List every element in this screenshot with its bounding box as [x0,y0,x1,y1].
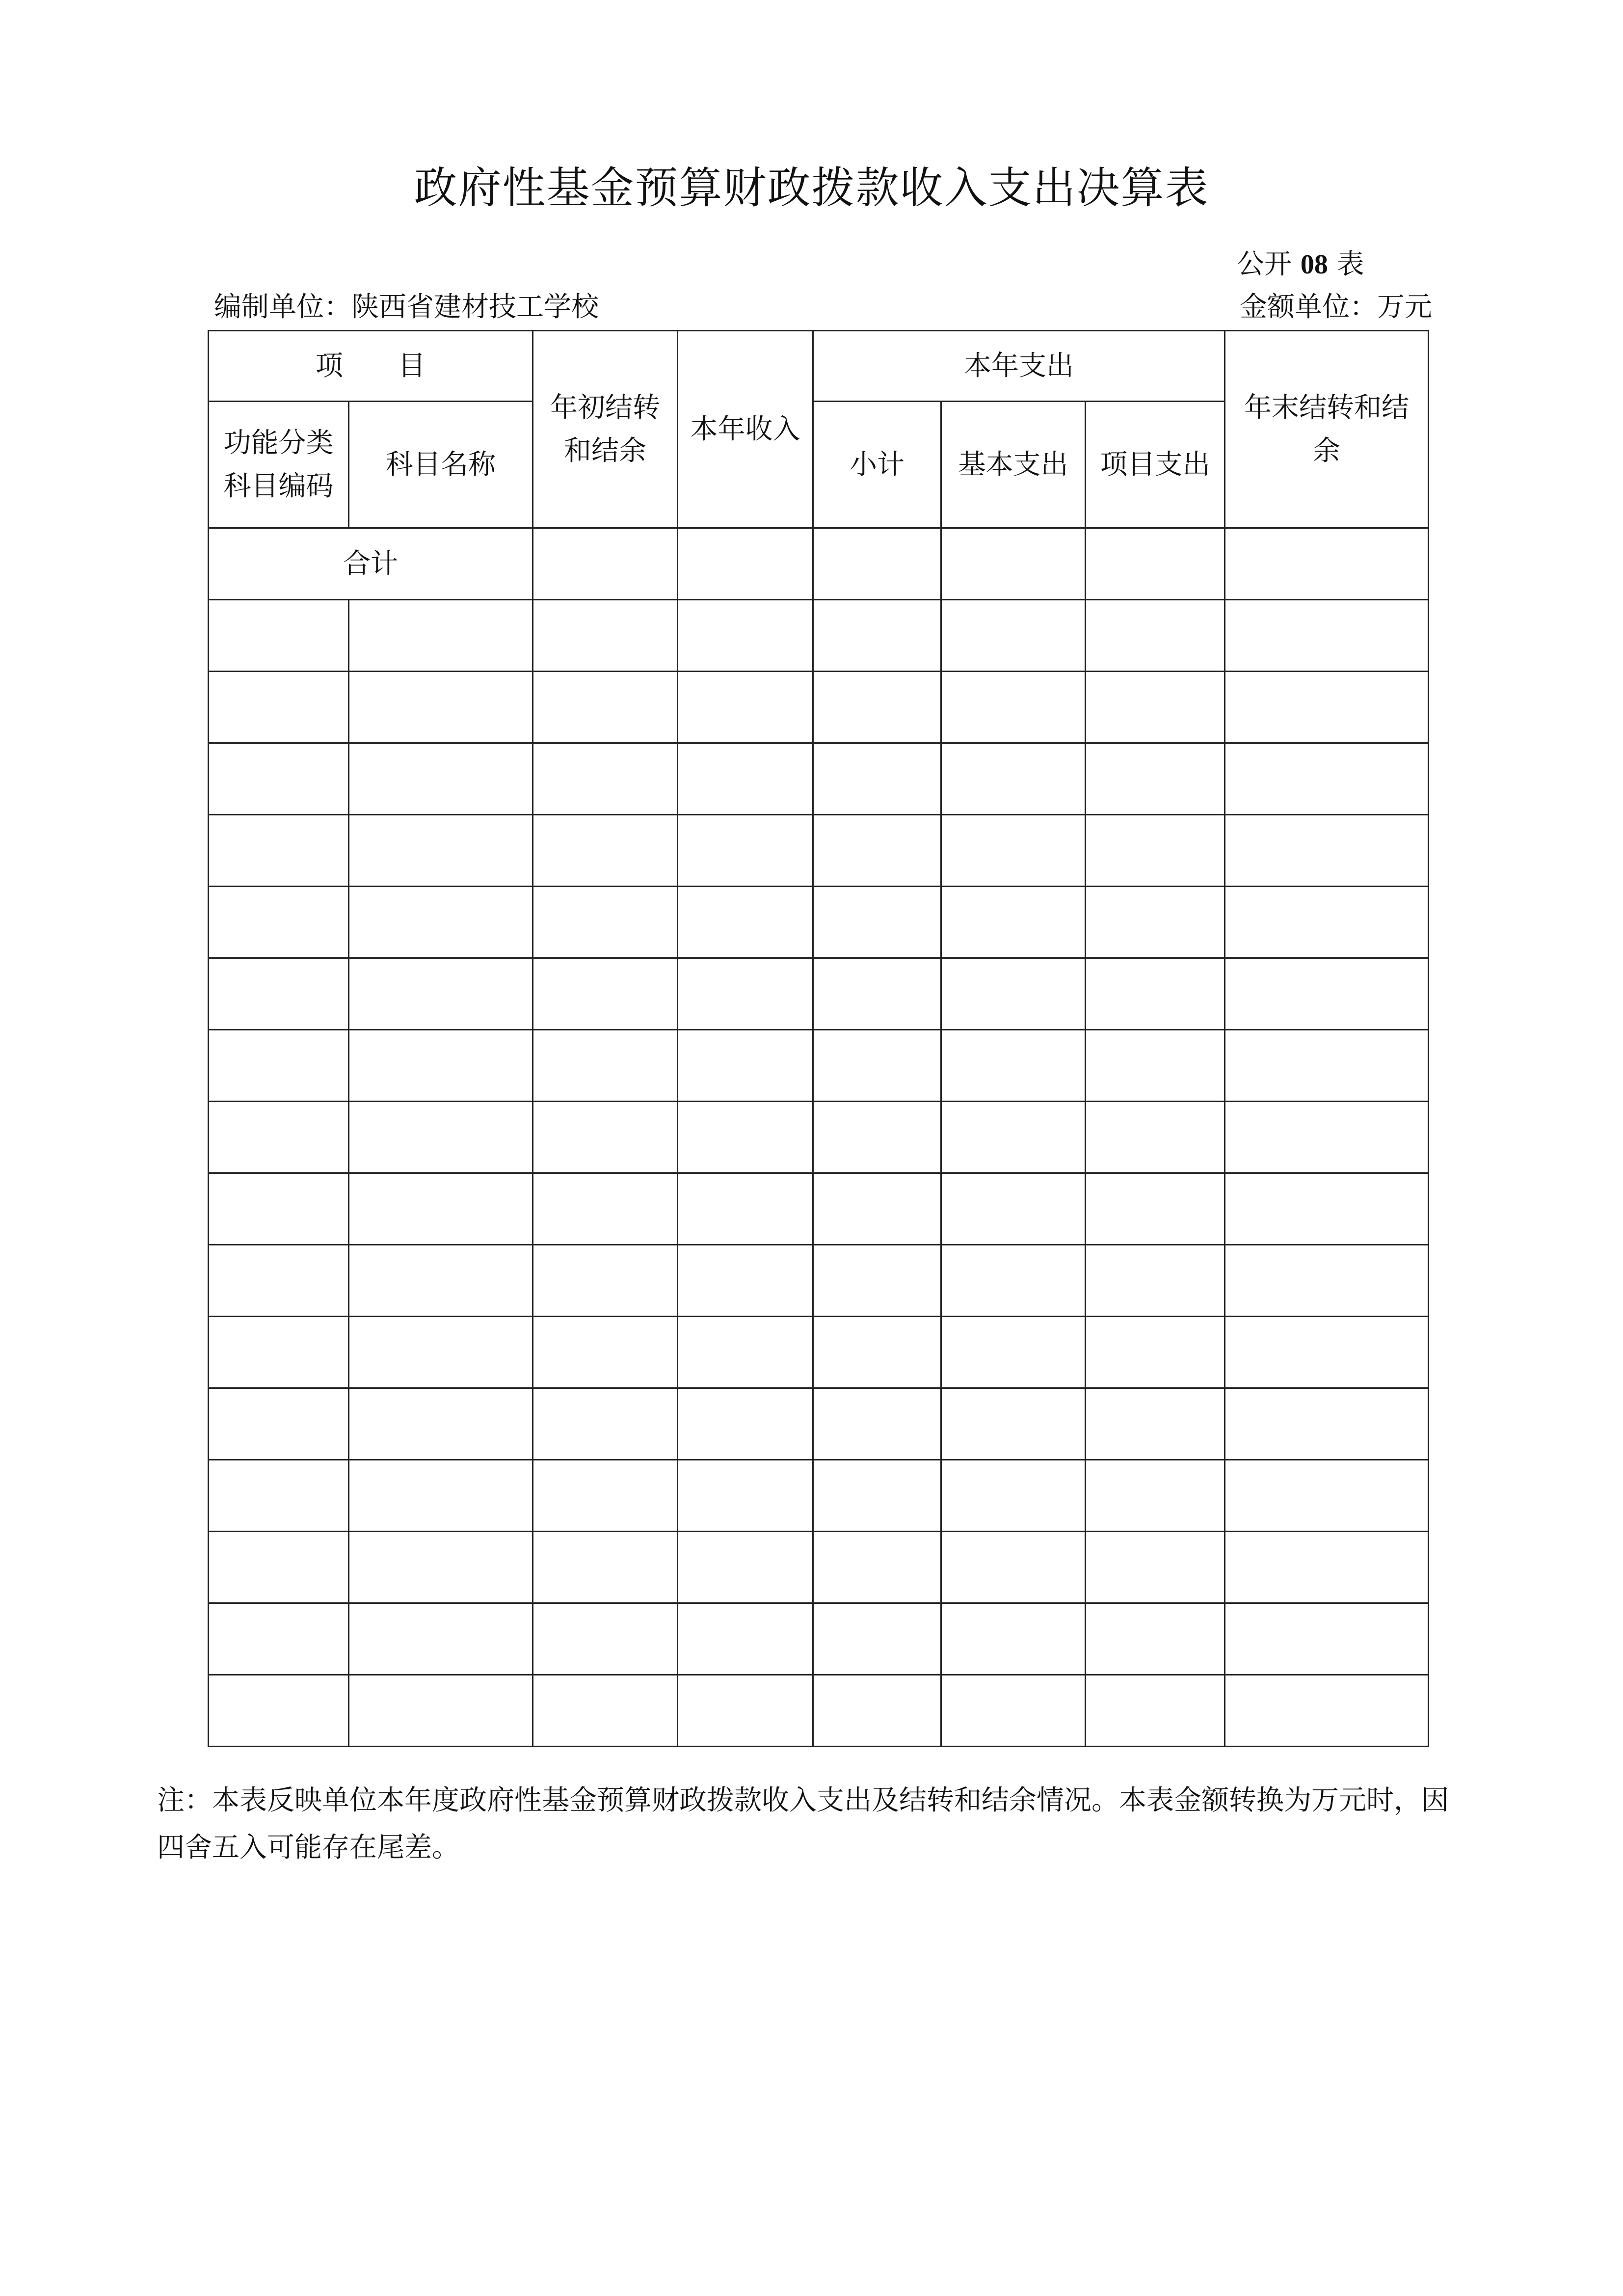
cell-closing-balance [1225,1030,1429,1102]
cell-revenue [678,1460,813,1532]
cell-subject-name [349,1460,533,1532]
header-closing-balance-text: 年末结转和结余 [1244,391,1410,467]
cell-function-code [209,887,349,958]
cell-project-expenditure [1086,958,1225,1030]
cell-subtotal [813,887,941,958]
cell-basic-expenditure [941,600,1086,672]
header-opening-balance [533,331,678,528]
cell-basic-expenditure [941,1603,1086,1675]
cell-function-code [209,1603,349,1675]
cell-subject-name [349,958,533,1030]
cell-basic-expenditure [941,743,1086,815]
cell-function-code [209,743,349,815]
form-suffix: 表 [1336,248,1364,280]
table-row [209,1532,1429,1603]
cell-subtotal [813,672,941,743]
cell-project-expenditure [1086,1173,1225,1245]
header-project-expenditure: 项目支出 [1086,402,1225,528]
cell-closing-balance [1225,600,1429,672]
cell-revenue [678,1102,813,1173]
cell-basic-expenditure [941,1532,1086,1603]
total-closing-balance [1225,528,1429,600]
cell-subtotal [813,1532,941,1603]
cell-opening-balance [533,958,678,1030]
cell-closing-balance [1225,1102,1429,1173]
compiling-unit: 编制单位：陕西省建材技工学校 [214,291,599,323]
cell-project-expenditure [1086,1102,1225,1173]
table-row [209,958,1429,1030]
cell-opening-balance [533,1030,678,1102]
cell-subject-name [349,743,533,815]
table-body [209,331,1429,1747]
table-row [209,1245,1429,1317]
total-row [209,528,1429,600]
cell-subtotal [813,1317,941,1388]
cell-project-expenditure [1086,672,1225,743]
header-expenditure: 本年支出 [813,331,1225,402]
cell-project-expenditure [1086,1245,1225,1317]
cell-project-expenditure [1086,1388,1225,1460]
cell-project-expenditure [1086,1675,1225,1747]
cell-revenue [678,887,813,958]
header-opening-balance-text: 年初结转和结余 [550,391,660,467]
cell-revenue [678,1388,813,1460]
cell-opening-balance [533,1603,678,1675]
table-row [209,1603,1429,1675]
cell-opening-balance [533,743,678,815]
cell-function-code [209,672,349,743]
form-number-label [1237,248,1364,281]
cell-function-code [209,1532,349,1603]
cell-function-code [209,1245,349,1317]
cell-subject-name [349,1388,533,1460]
cell-basic-expenditure [941,1675,1086,1747]
table-row [209,815,1429,887]
table-row [209,1173,1429,1245]
cell-revenue [678,958,813,1030]
total-basic-expenditure [941,528,1086,600]
total-project-expenditure [1086,528,1225,600]
cell-revenue [678,672,813,743]
total-label: 合计 [209,528,533,600]
cell-project-expenditure [1086,1460,1225,1532]
cell-basic-expenditure [941,1460,1086,1532]
cell-subtotal [813,600,941,672]
cell-function-code [209,1675,349,1747]
table-row [209,1102,1429,1173]
cell-opening-balance [533,1532,678,1603]
table-row [209,600,1429,672]
cell-opening-balance [533,1173,678,1245]
cell-function-code [209,1317,349,1388]
form-number: 08 [1300,249,1328,280]
cell-subtotal [813,743,941,815]
cell-revenue [678,815,813,887]
cell-closing-balance [1225,1460,1429,1532]
table-row [209,1030,1429,1102]
budget-table [208,330,1429,1747]
cell-subject-name [349,1102,533,1173]
table-row [209,1317,1429,1388]
cell-function-code [209,1460,349,1532]
footnote: 注：本表反映单位本年度政府性基金预算财政拨款收入支出及结转和结余情况。本表金额转换为万元时，因四舍五入可能存在尾差。 [157,1784,1449,1864]
cell-revenue [678,1173,813,1245]
cell-subtotal [813,1675,941,1747]
cell-opening-balance [533,887,678,958]
cell-subtotal [813,1173,941,1245]
table-row [209,887,1429,958]
cell-closing-balance [1225,1388,1429,1460]
cell-project-expenditure [1086,1030,1225,1102]
cell-basic-expenditure [941,1388,1086,1460]
header-subject-name: 科目名称 [349,402,533,528]
cell-basic-expenditure [941,958,1086,1030]
cell-revenue [678,743,813,815]
cell-basic-expenditure [941,815,1086,887]
cell-subject-name [349,1173,533,1245]
report-title: 政府性基金预算财政拨款收入支出决算表 [414,162,1209,213]
cell-subject-name [349,1030,533,1102]
cell-subject-name [349,887,533,958]
header-function-code-text: 功能分类科目编码 [223,427,334,502]
cell-basic-expenditure [941,1102,1086,1173]
cell-project-expenditure [1086,743,1225,815]
table-row [209,1675,1429,1747]
cell-function-code [209,600,349,672]
header-closing-balance [1225,331,1429,528]
cell-subject-name [349,1532,533,1603]
cell-project-expenditure [1086,815,1225,887]
total-revenue [678,528,813,600]
cell-revenue [678,1603,813,1675]
cell-opening-balance [533,672,678,743]
total-opening-balance [533,528,678,600]
cell-project-expenditure [1086,1532,1225,1603]
cell-function-code [209,1388,349,1460]
table-row [209,1460,1429,1532]
cell-revenue [678,1030,813,1102]
cell-revenue [678,1532,813,1603]
cell-subject-name [349,672,533,743]
cell-closing-balance [1225,887,1429,958]
cell-basic-expenditure [941,1173,1086,1245]
header-row-1 [209,331,1429,402]
cell-subtotal [813,1603,941,1675]
cell-function-code [209,958,349,1030]
cell-revenue [678,1317,813,1388]
cell-closing-balance [1225,1675,1429,1747]
table-row [209,672,1429,743]
cell-subject-name [349,1317,533,1388]
cell-closing-balance [1225,958,1429,1030]
cell-basic-expenditure [941,1030,1086,1102]
cell-project-expenditure [1086,600,1225,672]
cell-closing-balance [1225,743,1429,815]
cell-opening-balance [533,1388,678,1460]
cell-closing-balance [1225,1603,1429,1675]
cell-subtotal [813,1388,941,1460]
cell-subject-name [349,600,533,672]
cell-opening-balance [533,1245,678,1317]
cell-opening-balance [533,600,678,672]
cell-closing-balance [1225,1173,1429,1245]
cell-basic-expenditure [941,672,1086,743]
cell-subtotal [813,1460,941,1532]
cell-project-expenditure [1086,887,1225,958]
cell-opening-balance [533,815,678,887]
cell-function-code [209,1102,349,1173]
cell-function-code [209,815,349,887]
cell-opening-balance [533,1317,678,1388]
total-subtotal [813,528,941,600]
header-function-code [209,402,349,528]
cell-project-expenditure [1086,1603,1225,1675]
form-prefix: 公开 [1237,248,1292,280]
header-basic-expenditure: 基本支出 [941,402,1086,528]
cell-function-code [209,1173,349,1245]
header-revenue: 本年收入 [678,331,813,528]
cell-subject-name [349,1675,533,1747]
cell-revenue [678,1675,813,1747]
cell-subject-name [349,1245,533,1317]
cell-subject-name [349,815,533,887]
cell-function-code [209,1030,349,1102]
table-row [209,743,1429,815]
cell-subtotal [813,1102,941,1173]
cell-subtotal [813,1030,941,1102]
cell-subtotal [813,815,941,887]
cell-revenue [678,1245,813,1317]
cell-basic-expenditure [941,1245,1086,1317]
table-row [209,1388,1429,1460]
cell-closing-balance [1225,815,1429,887]
cell-revenue [678,600,813,672]
cell-subtotal [813,958,941,1030]
cell-closing-balance [1225,1245,1429,1317]
cell-opening-balance [533,1675,678,1747]
cell-closing-balance [1225,1317,1429,1388]
header-item: 项 目 [209,331,533,402]
cell-opening-balance [533,1102,678,1173]
cell-subtotal [813,1245,941,1317]
cell-subject-name [349,1603,533,1675]
cell-opening-balance [533,1460,678,1532]
cell-basic-expenditure [941,887,1086,958]
amount-unit: 金额单位：万元 [1240,291,1432,323]
header-subtotal: 小计 [813,402,941,528]
cell-project-expenditure [1086,1317,1225,1388]
cell-basic-expenditure [941,1317,1086,1388]
cell-closing-balance [1225,1532,1429,1603]
cell-closing-balance [1225,672,1429,743]
